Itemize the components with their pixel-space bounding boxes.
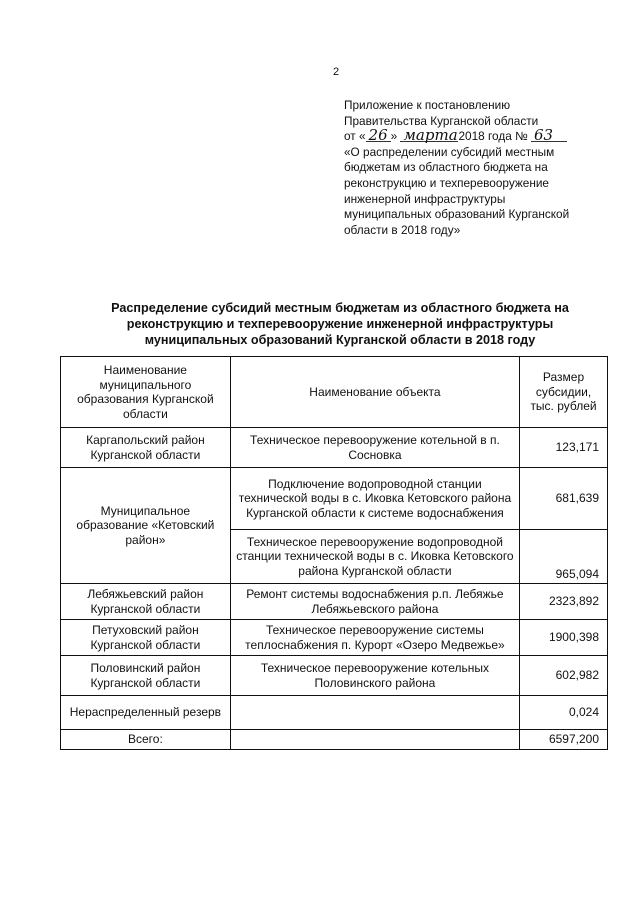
handwritten-day: 26 <box>366 129 391 142</box>
title-line: реконструкцию и техперевооружение инженерной инфраструктуры <box>126 317 554 331</box>
cell-object: Техническое перевооружение котельной в п. Сосновка <box>230 428 519 468</box>
appendix-subject-line: реконструкцию и техперевооружение <box>344 175 549 190</box>
cell-municipality: Петуховский район Курганской области <box>61 620 231 656</box>
cell-municipality: Нераспределенный резерв <box>61 696 231 730</box>
cell-amount: 2323,892 <box>520 584 608 620</box>
table-row <box>61 656 608 696</box>
header-object: Наименование объекта <box>230 357 519 428</box>
title-line: Распределение субсидий местным бюджетам из областного бюджета на <box>111 301 569 315</box>
table-total-row <box>61 730 608 750</box>
appendix-line-2: Правительства Курганской области <box>344 113 539 128</box>
cell-municipality: Каргапольский район Курганской области <box>61 428 231 468</box>
date-quote-close: » <box>390 129 398 144</box>
cell-amount: 602,982 <box>520 656 608 696</box>
table-row <box>61 620 608 656</box>
table-row <box>61 468 608 530</box>
appendix-date-line <box>344 126 634 145</box>
appendix-subject-line: области в 2018 году» <box>344 222 461 237</box>
page-number: 2 <box>333 66 340 78</box>
subsidies-table <box>60 356 608 750</box>
cell-amount: 123,171 <box>520 428 608 468</box>
cell-amount: 681,639 <box>520 468 608 530</box>
appendix-subject-line: инженерной инфраструктуры <box>344 191 506 206</box>
cell-object: Техническое перевооружение водопроводной станции технической воды в с. Иковка Кетовского района Курганской области <box>230 530 519 584</box>
cell-amount: 965,094 <box>520 530 608 584</box>
table-row <box>61 696 608 730</box>
handwritten-number: 63 <box>531 129 567 142</box>
cell-municipality: Лебяжьевский район Курганской области <box>61 584 231 620</box>
cell-object: Техническое перевооружение системы теплоснабжения п. Курорт «Озеро Медвежье» <box>230 620 519 656</box>
table-header-row <box>61 357 608 428</box>
appendix-subject-line: «О распределении субсидий местным <box>344 144 555 159</box>
cell-object: Ремонт системы водоснабжения р.п. Лебяжье Лебяжьевского района <box>230 584 519 620</box>
cell-object: Подключение водопроводной станции технической воды в с. Иковка Кетовского района Курганской области к системе водоснабжения <box>230 468 519 530</box>
title-line: муниципальных образований Курганской области в 2018 году <box>144 333 536 347</box>
total-empty <box>230 730 519 750</box>
cell-municipality: Половинский район Курганской области <box>61 656 231 696</box>
total-label: Всего: <box>61 730 231 750</box>
date-year: 2018 года № <box>458 129 528 144</box>
table-row <box>61 428 608 468</box>
appendix-subject-line: муниципальных образований Курганской <box>344 207 570 222</box>
document-title <box>60 300 620 348</box>
date-prefix: от « <box>344 129 366 144</box>
cell-amount: 1900,398 <box>520 620 608 656</box>
cell-object <box>230 696 519 730</box>
handwritten-month: марта <box>400 129 458 142</box>
header-amount: Размер субсидии, тыс. рублей <box>520 357 608 428</box>
total-amount: 6597,200 <box>520 730 608 750</box>
cell-municipality: Муниципальное образование «Кетовский район» <box>61 468 231 584</box>
cell-object: Техническое перевооружение котельных Половинского района <box>230 656 519 696</box>
appendix-line-1: Приложение к постановлению <box>344 98 511 112</box>
appendix-subject-line: бюджетам из областного бюджета на <box>344 160 548 175</box>
cell-amount: 0,024 <box>520 696 608 730</box>
header-municipality: Наименование муниципального образования Курганской области <box>61 357 231 428</box>
appendix-block <box>344 98 634 238</box>
table-row <box>61 584 608 620</box>
